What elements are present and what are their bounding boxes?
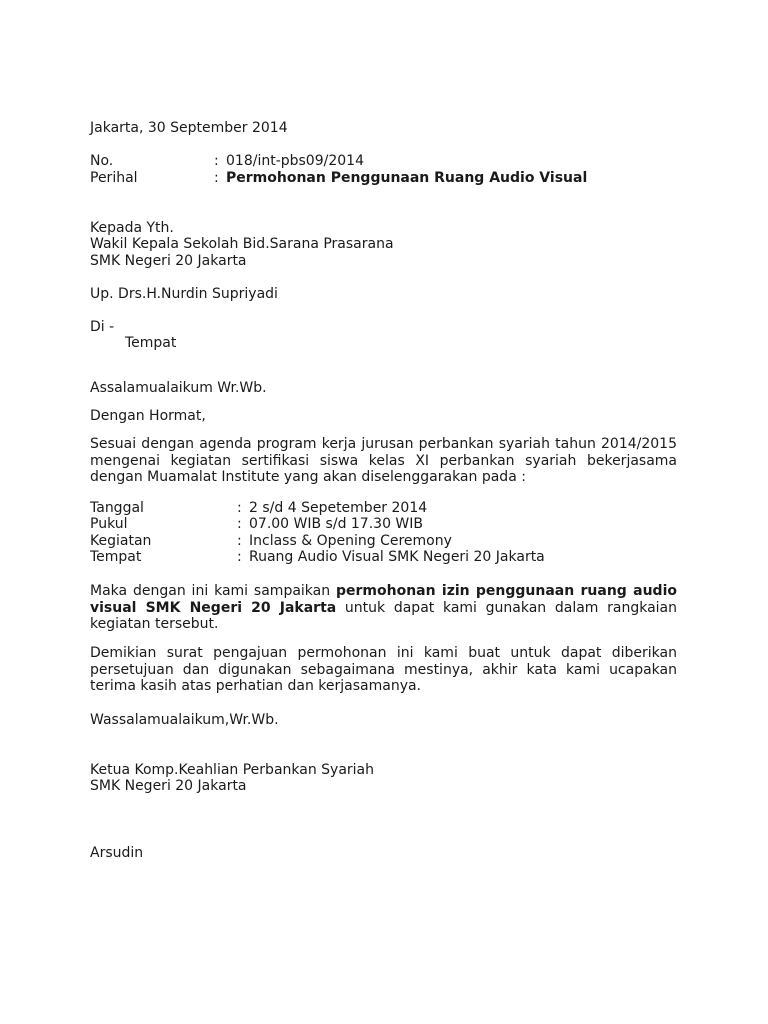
detail-label: Tanggal [90, 500, 144, 516]
request-emphasis: permohonan izin penggunaan ruang audio [336, 583, 677, 599]
letter-subject-label: Perihal [90, 170, 138, 186]
letter-subject-value: Permohonan Penggunaan Ruang Audio Visual [226, 170, 588, 186]
intro-line: Sesuai dengan agenda program kerja jurusan perbankan syariah tahun 2014/2015 [90, 436, 677, 452]
letter-number-value: 018/int-pbs09/2014 [226, 153, 364, 169]
closing-line: Demikian surat pengajuan permohonan ini kami buat untuk dapat diberikan [90, 645, 677, 661]
place-date: Jakarta, 30 September 2014 [90, 120, 288, 136]
detail-colon: : [237, 500, 242, 516]
letter-number-colon: : [214, 153, 219, 169]
signatory-name: Arsudin [90, 845, 144, 861]
detail-colon: : [237, 516, 242, 532]
intro-line: dengan Muamalat Institute yang akan diselenggarakan pada : [90, 469, 526, 485]
recipient-school: SMK Negeri 20 Jakarta [90, 253, 247, 269]
request-line [90, 583, 677, 600]
detail-label: Kegiatan [90, 533, 152, 549]
intro-line: mengenai kegiatan sertifikasi siswa kelas XI perbankan syariah bekerjasama [90, 452, 677, 469]
closing-line: persetujuan dan digunakan sebagaimana mestinya, akhir kata kami ucapakan [90, 661, 677, 678]
detail-value: 2 s/d 4 Sepetember 2014 [249, 500, 428, 516]
opening-hormat: Dengan Hormat, [90, 408, 206, 424]
letter-subject-colon: : [214, 170, 219, 186]
detail-colon: : [237, 549, 242, 565]
recipient-di: Di - [90, 319, 115, 335]
opening-salam: Assalamualaikum Wr.Wb. [90, 380, 267, 396]
signatory-title: Ketua Komp.Keahlian Perbankan Syariah [90, 762, 375, 778]
request-text: Maka dengan ini kami sampaikan [90, 583, 336, 599]
signatory-school: SMK Negeri 20 Jakarta [90, 778, 247, 794]
letter-number-label: No. [90, 153, 114, 169]
closing-line: terima kasih atas perhatian dan kerjasamanya. [90, 678, 422, 694]
closing-salam: Wassalamualaikum,Wr.Wb. [90, 712, 279, 728]
request-emphasis: visual SMK Negeri 20 Jakarta [90, 599, 337, 616]
detail-value: Ruang Audio Visual SMK Negeri 20 Jakarta [249, 549, 545, 565]
closing-paragraph [90, 645, 677, 695]
recipient-tempat: Tempat [125, 335, 177, 351]
detail-label: Tempat [90, 549, 142, 565]
request-text: untuk dapat kami gunakan dalam rangkaian [336, 599, 678, 616]
request-line: kegiatan tersebut. [90, 616, 219, 632]
intro-paragraph [90, 436, 677, 486]
recipient-attention: Up. Drs.H.Nurdin Supriyadi [90, 286, 278, 302]
recipient-greeting: Kepada Yth. [90, 220, 174, 236]
request-paragraph [90, 583, 677, 633]
request-line [90, 600, 677, 617]
detail-label: Pukul [90, 516, 128, 532]
detail-colon: : [237, 533, 242, 549]
detail-value: Inclass & Opening Ceremony [249, 533, 452, 549]
recipient-position: Wakil Kepala Sekolah Bid.Sarana Prasarana [90, 236, 394, 252]
detail-value: 07.00 WIB s/d 17.30 WIB [249, 516, 424, 532]
